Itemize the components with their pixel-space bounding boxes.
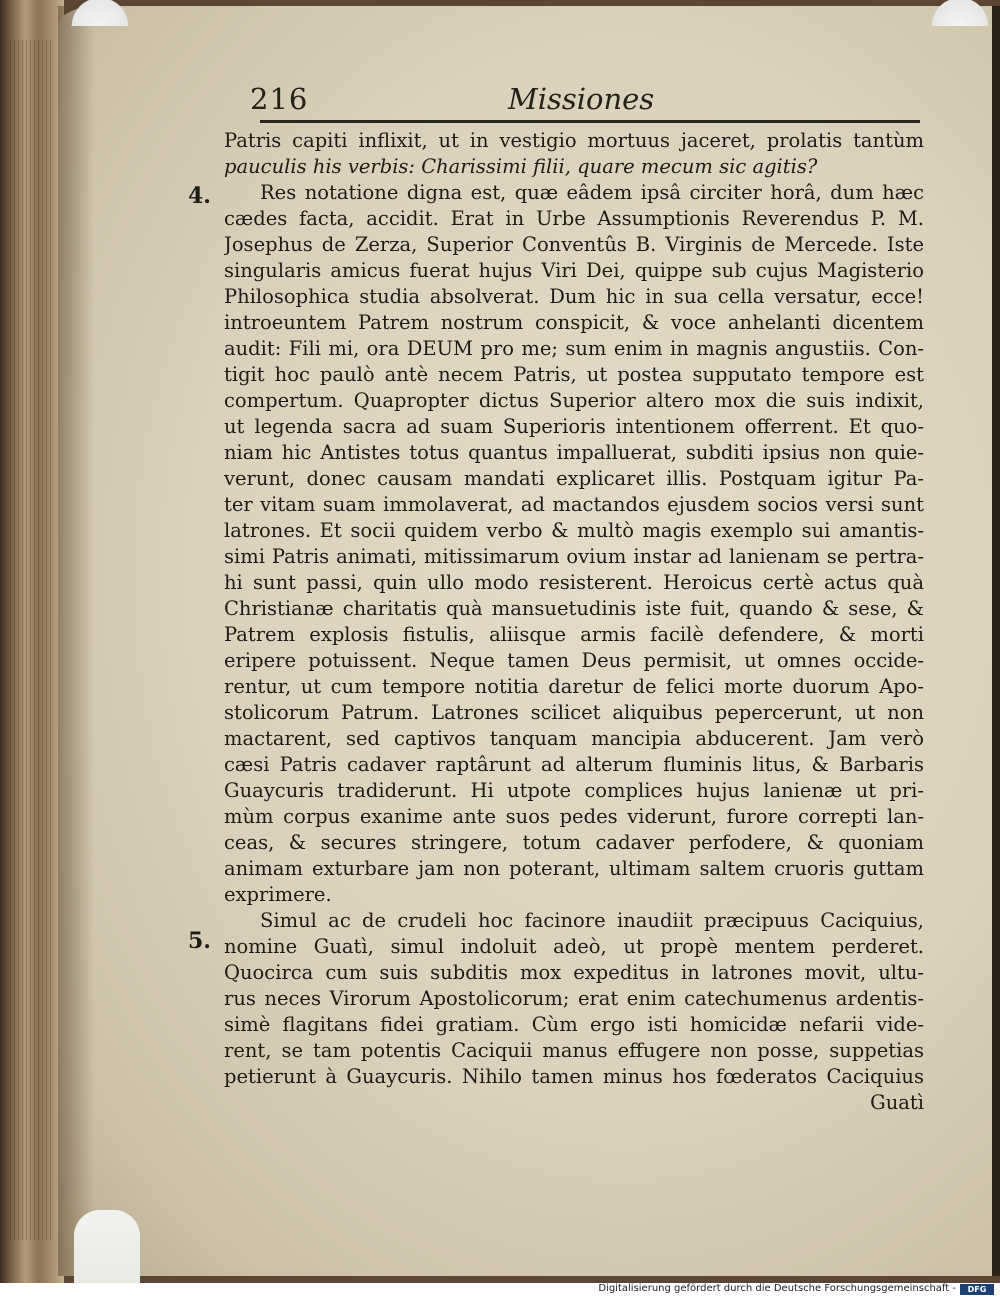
text-line: rus neces Virorum Apostolicorum; erat enim catechumenus ardentis- <box>224 987 924 1010</box>
paragraph-number-4: 4. <box>188 183 211 209</box>
text-line: Patris capiti inflixit, ut in vestigio mortuus jaceret, prolatis tantùm <box>224 129 924 152</box>
text-line: singularis amicus fuerat hujus Viri Dei, quippe sub cujus Magisterio <box>224 259 924 282</box>
text-line: eripere potuissent. Neque tamen Deus permisit, ut omnes occide- <box>224 649 924 672</box>
text-line: tigit hoc paulò antè necem Patris, ut postea supputato tempore est <box>224 363 924 386</box>
clip-mark-left <box>70 0 130 26</box>
dfg-logo: DFG <box>960 1284 994 1295</box>
text-line: Christianæ charitatis quà mansuetudinis iste fuit, quando & sese, & <box>224 597 924 620</box>
header-rule <box>260 120 920 123</box>
page-edges <box>10 40 54 1240</box>
text-line: ter vitam suam immolaverat, ad mactandos ejusdem socios versi sunt <box>224 493 924 516</box>
clip-mark-right <box>930 0 990 26</box>
text-line: cædes facta, accidit. Erat in Urbe Assumptionis Reverendus P. M. <box>224 207 924 230</box>
text-line: Patrem explosis fistulis, aliisque armis facilè defendere, & morti <box>224 623 924 646</box>
text-line: introeuntem Patrem nostrum conspicit, & voce anhelanti dicentem <box>224 311 924 334</box>
text-line: Simul ac de crudeli hoc facinore inaudiit præcipuus Caciquius, <box>260 909 924 932</box>
text-line: audit: Fili mi, ora DEUM pro me; sum enim in magnis angustiis. Con- <box>224 337 924 360</box>
text-line: niam hic Antistes totus quantus impalluerat, subditi ipsius non quie- <box>224 441 924 464</box>
footer-credit: Digitalisierung gefördert durch die Deutsche Forschungsgemeinschaft - <box>598 1283 956 1294</box>
book-edge <box>0 0 64 1283</box>
text-line: Quocirca cum suis subditis mox expeditus in latrones movit, ultu- <box>224 961 924 984</box>
footer-bar <box>0 1283 1000 1297</box>
page-gutter-shadow <box>58 6 94 1276</box>
text-line: compertum. Quapropter dictus Superior altero mox die suis indixit, <box>224 389 924 412</box>
text-line: Guaycuris tradiderunt. Hi utpote complices hujus lanienæ ut pri- <box>224 779 924 802</box>
text-line: ceas, & secures stringere, totum cadaver perfodere, & quoniam <box>224 831 924 854</box>
text-line: mactarent, sed captivos tanquam mancipia abducerent. Jam verò <box>224 727 924 750</box>
page-number: 216 <box>250 82 309 116</box>
text-line: stolicorum Patrum. Latrones scilicet aliquibus pepercerunt, ut non <box>224 701 924 724</box>
text-line: rentur, ut cum tempore notitia daretur de felici morte duorum Apo- <box>224 675 924 698</box>
text-line: simi Patris animati, mitissimarum ovium instar ad lanienam se pertra- <box>224 545 924 568</box>
running-head <box>250 82 920 126</box>
text-line: pauculis his verbis: Charissimi filii, quare mecum sic agitis? <box>224 155 818 178</box>
page-title: Missiones <box>508 82 655 116</box>
text-line: latrones. Et socii quidem verbo & multò magis exemplo sui amantis- <box>224 519 924 542</box>
text-line: ut legenda sacra ad suam Superioris intentionem offerrent. Et quo- <box>224 415 924 438</box>
text-line: Philosophica studia absolverat. Dum hic in sua cella versatur, ecce! <box>224 285 924 308</box>
text-line: simè flagitans fidei gratiam. Cùm ergo isti homicidæ nefarii vide- <box>224 1013 924 1036</box>
paragraph-number-5: 5. <box>188 928 211 954</box>
catchword: Guatì <box>870 1091 924 1114</box>
text-line: Res notatione digna est, quæ eâdem ipsâ circiter horâ, dum hæc <box>260 181 924 204</box>
text-line: cæsi Patris cadaver raptârunt ad alterum fluminis litus, & Barbaris <box>224 753 924 776</box>
text-line: mùm corpus exanime ante suos pedes viderunt, furore correpti lan- <box>224 805 924 828</box>
text-line: petierunt à Guaycuris. Nihilo tamen minus hos fœderatos Caciquius <box>224 1065 924 1088</box>
text-line: rent, se tam potentis Caciquii manus effugere non posse, suppetias <box>224 1039 924 1062</box>
page-right-edge <box>992 6 1000 1276</box>
text-line: animam exturbare jam non poterant, ultimam saltem cruoris guttam <box>224 857 924 880</box>
page-holder-clip <box>74 1210 140 1283</box>
text-line: hi sunt passi, quin ullo modo resisterent. Heroicus certè actus quà <box>224 571 924 594</box>
text-line: nomine Guatì, simul indoluit adeò, ut propè mentem perderet. <box>224 935 924 958</box>
text-line: exprimere. <box>224 883 332 906</box>
text-line: verunt, donec causam mandati explicaret illis. Postquam igitur Pa- <box>224 467 924 490</box>
text-line: Josephus de Zerza, Superior Conventûs B. Virginis de Mercede. Iste <box>224 233 924 256</box>
